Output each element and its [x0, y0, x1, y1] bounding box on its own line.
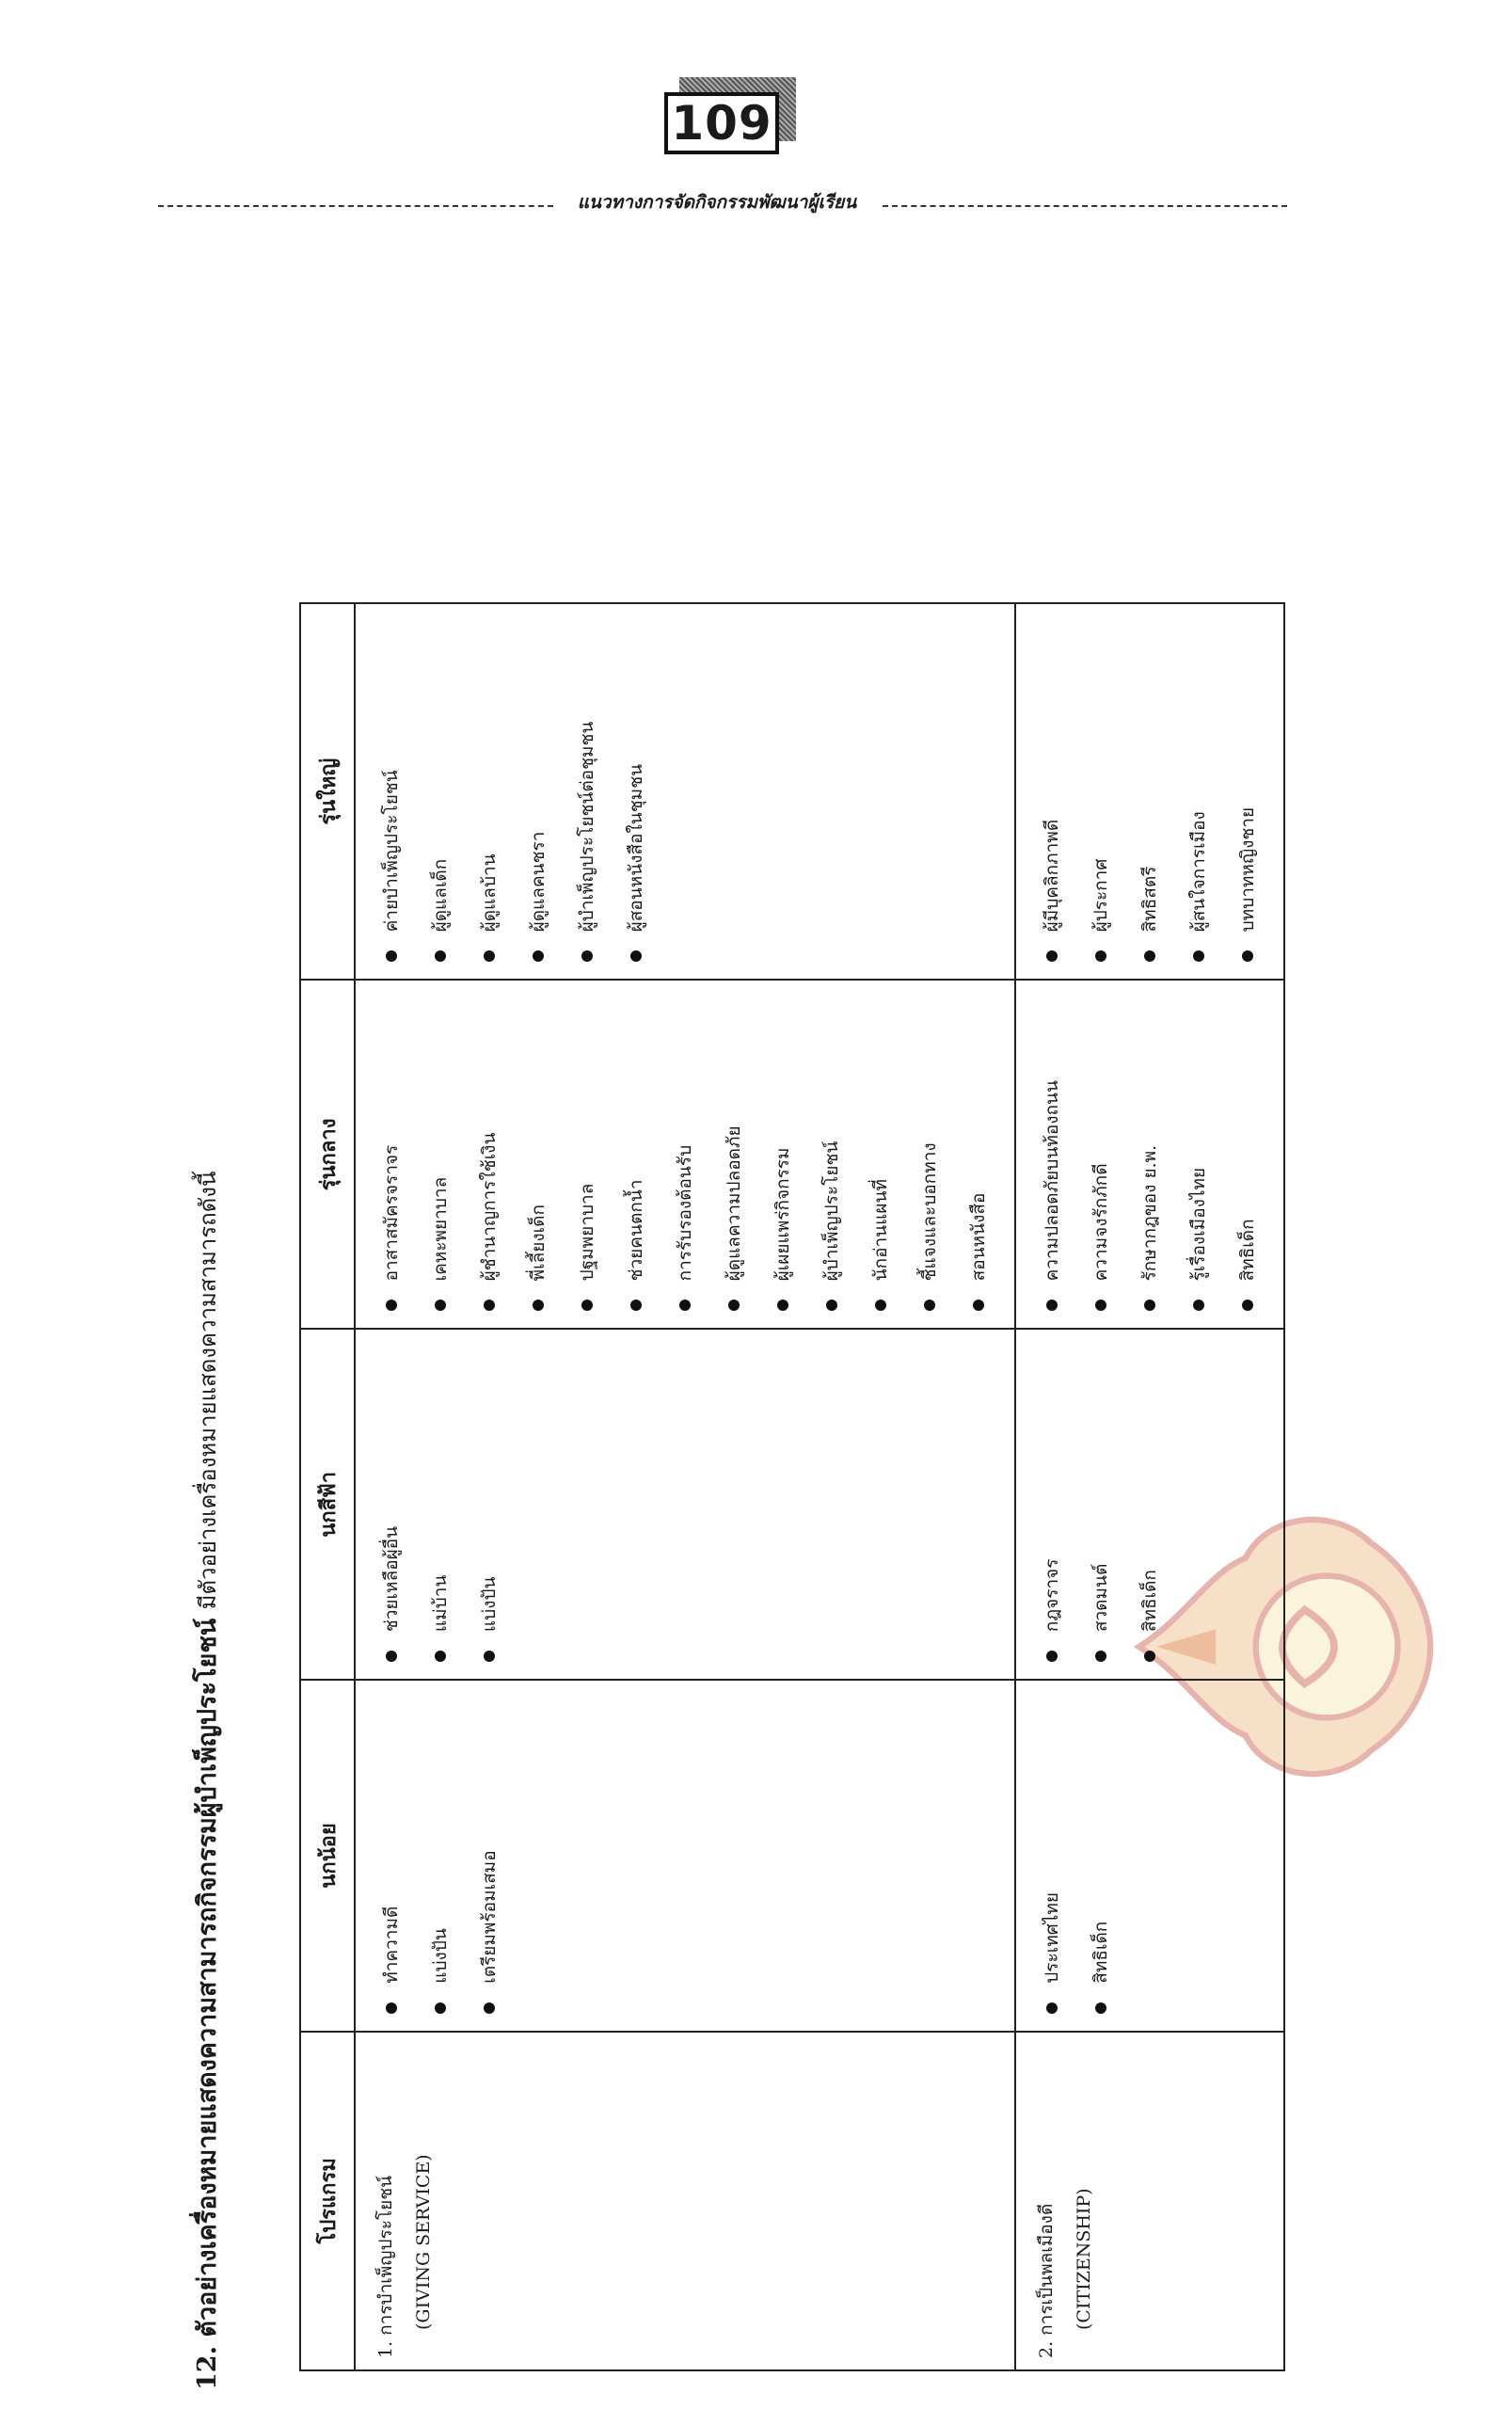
header-col-b: นกสีฟ้า — [300, 1329, 355, 1680]
list-item: การรับรองต้อนรับ — [661, 990, 709, 1316]
list-item: ประเทศไทย — [1027, 1690, 1076, 2019]
list-item: เตรียมพร้อมเสมอ — [465, 1690, 514, 2019]
table-row — [355, 603, 1015, 2370]
list-item: สิทธิเด็ก — [1223, 990, 1272, 1316]
table-row — [1015, 603, 1284, 2370]
title-suffix: มีตัวอย่างเครื่องหมายแสดงความสามารถดังนี้ — [195, 1171, 221, 1610]
list-item: บทบาทหญิงชาย — [1223, 614, 1272, 967]
list-item: ทำความดี — [367, 1690, 416, 2019]
list-item: ผู้ดูแลเด็ก — [416, 614, 465, 967]
list-item: ผู้ดูแลคนชรา — [514, 614, 563, 967]
list-item: สอนหนังสือ — [954, 990, 1003, 1316]
program-name: 1. การบำเพ็ญประโยชน์ — [375, 2175, 396, 2358]
list-item: ผู้ดูแลความปลอดภัย — [709, 990, 758, 1316]
list-item: แม่บ้าน — [416, 1339, 465, 1667]
list-item: ค่ายบำเพ็ญประโยชน์ — [367, 614, 416, 967]
rotated-content — [177, 301, 1259, 2409]
col-d-cell — [355, 603, 1015, 980]
list-item: พี่เลี้ยงเด็ก — [514, 990, 563, 1316]
header-rule-right — [883, 205, 1287, 207]
program-english: (CITIZENSHIP) — [1074, 2188, 1094, 2330]
list-item: รู้เรื่องเมืองไทย — [1174, 990, 1223, 1316]
col-b-cell — [1015, 1329, 1284, 1680]
list-item: ผู้บำเพ็ญประโยชน์ — [807, 990, 856, 1316]
header-col-c: รุ่นกลาง — [300, 980, 355, 1329]
list-item: แบ่งปัน — [416, 1690, 465, 2019]
list-item: ผู้มีบุคลิกภาพดี — [1027, 614, 1076, 967]
list-item: ผู้ประกาศ — [1076, 614, 1125, 967]
col-b-cell — [355, 1329, 1015, 1680]
table-header-row — [300, 603, 355, 2370]
page-number: 109 — [664, 92, 779, 154]
header-col-a: นกน้อย — [300, 1680, 355, 2032]
list-item: ผู้เผยแพร่กิจกรรม — [758, 990, 807, 1316]
list-item: แบ่งปัน — [465, 1339, 514, 1667]
list-item: ความจงรักภักดี — [1076, 990, 1125, 1316]
list-item: ผู้ชำนาญการใช้เงิน — [465, 990, 514, 1316]
list-item: สวดมนต์ — [1076, 1339, 1125, 1667]
list-item: อาสาสมัครจราจร — [367, 990, 416, 1316]
list-item: ผู้บำเพ็ญประโยชน์ต่อชุมชน — [563, 614, 612, 967]
list-item: สิทธิเด็ก — [1125, 1339, 1174, 1667]
col-a-cell — [1015, 1680, 1284, 2032]
list-item: ความปลอดภัยบนท้องถนน — [1027, 990, 1076, 1316]
list-item: ผู้สอนหนังสือในชุมชน — [612, 614, 661, 967]
list-item: ช่วยคนตกน้ำ — [612, 990, 661, 1316]
program-name: 2. การเป็นพลเมืองดี — [1036, 2203, 1057, 2358]
header-program: โปรแกรม — [300, 2032, 355, 2370]
list-item: ชี้แจงและบอกทาง — [905, 990, 954, 1316]
list-item: ผู้ดูแลบ้าน — [465, 614, 514, 967]
col-c-cell — [355, 980, 1015, 1329]
header-col-d: รุ่นใหญ่ — [300, 603, 355, 980]
list-item: สิทธิสตรี — [1125, 614, 1174, 967]
list-item: ปฐมพยาบาล — [563, 990, 612, 1316]
list-item: เคหะพยาบาล — [416, 990, 465, 1316]
badge-table — [299, 602, 1285, 2371]
title-main: 12. ตัวอย่างเครื่องหมายแสดงความสามารถกิจกรรมผู้บำเพ็ญประโยชน์ — [193, 1618, 222, 2390]
col-d-cell — [1015, 603, 1284, 980]
program-cell — [1015, 2032, 1284, 2370]
document-title — [186, 1172, 227, 2390]
list-item: รักษากฎของ ย.พ. — [1125, 990, 1174, 1316]
list-item: ช่วยเหลือผู้อื่น — [367, 1339, 416, 1667]
col-a-cell — [355, 1680, 1015, 2032]
header-title: แนวทางการจัดกิจกรรมพัฒนาผู้เรียน — [577, 192, 857, 213]
list-item: ผู้สนใจการเมือง — [1174, 614, 1223, 967]
list-item: สิทธิเด็ก — [1076, 1690, 1125, 2019]
header-rule-left — [158, 205, 553, 207]
program-english: (GIVING SERVICE) — [413, 2154, 434, 2330]
list-item: นักอ่านแผนที่ — [856, 990, 905, 1316]
program-cell — [355, 2032, 1015, 2370]
list-item: กฎจราจร — [1027, 1339, 1076, 1667]
col-c-cell — [1015, 980, 1284, 1329]
